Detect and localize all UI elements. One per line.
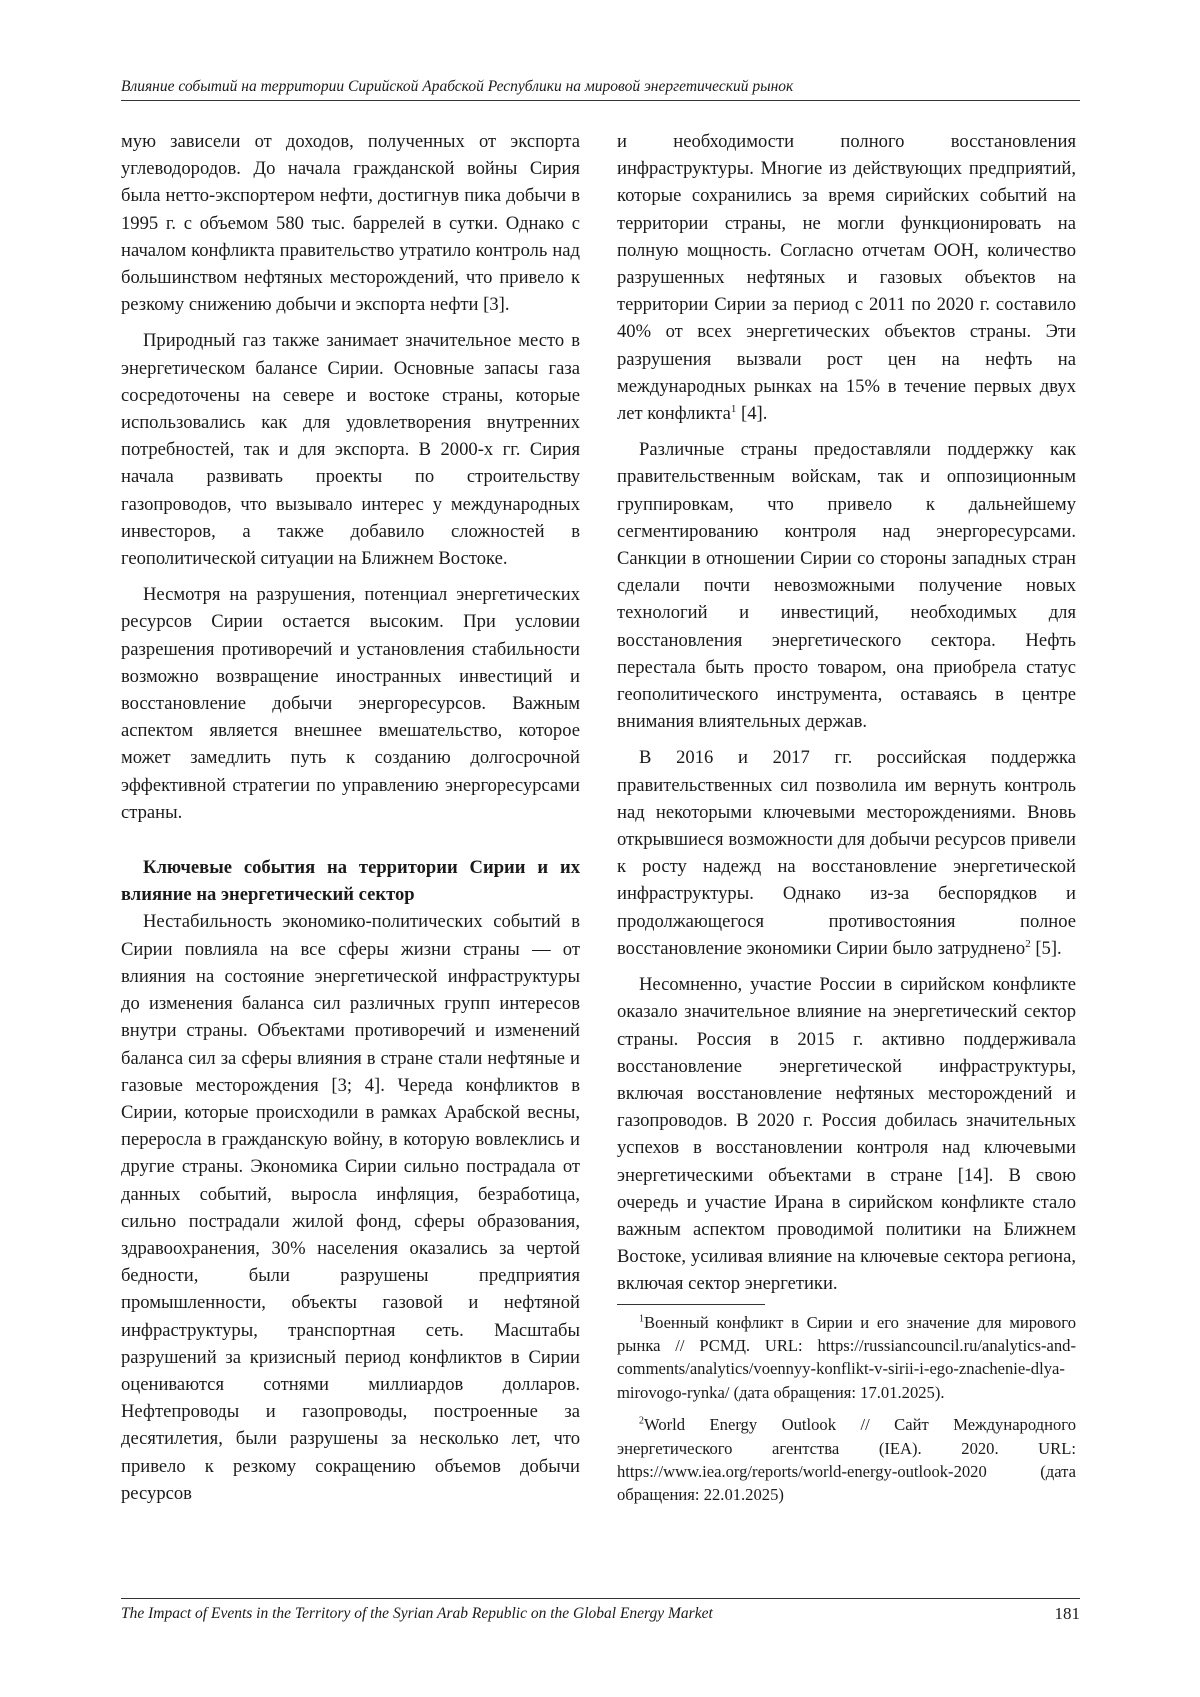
- section-heading: Ключевые события на территории Сирии и их влияние на энергетический сектор: [121, 857, 580, 906]
- paragraph: Природный газ также занимает значительное место в энергетическом балансе Сирии. Основные запасы газа сосредоточены на севере и востоке страны, которые использовались как для удовлетворения внутренних потребностей, так и для экспорта. В 2000-х гг. Сирия начала развивать проекты по строительству газопроводов, что вызывало интерес у международных инвесторов, а также добавило сложностей в геополитической ситуации на Ближнем Востоке.: [121, 330, 580, 570]
- footnote: [617, 1311, 1076, 1405]
- paragraph: Нестабильность экономико-политических событий в Сирии повлияла на все сферы жизни страны — от влияния на состояние энергетической инфраструктуры до изменения баланса сил различных групп интересов внутри страны. Объектами противоречий и изменений баланса сил за сферы влияния в стране стали нефтяные и газовые месторождения [3; 4]. Череда конфликтов в Сирии, которые происходили в рамках Арабской весны, переросла в гражданскую войну, в которую вовлеклись и другие страны. Экономика Сирии сильно пострадала от данных событий, выросла инфляция, безработица, сильно пострадали жилой фонд, сферы образования, здравоохранения, 30% населения оказались за чертой бедности, были разрушены предприятия промышленности, объекты газовой и нефтяной инфраструктуры, транспортная сеть. Масштабы разрушений за кризисный период конфликтов в Сирии оцениваются сотнями миллиардов долларов. Нефтепроводы и газопроводы, построенные за десятилетия, были разрушены за несколько лет, что привело к резкому сокращению объемов добычи ресурсов: [121, 911, 580, 1504]
- citation: [4].: [736, 403, 768, 425]
- right-column: [617, 128, 1076, 1516]
- paragraph: [617, 128, 1076, 427]
- footnote: [617, 1413, 1076, 1507]
- footnote-mark: 2: [639, 1415, 644, 1427]
- page-number: 181: [1054, 1604, 1080, 1623]
- paragraph: Несомненно, участие России в сирийском конфликте оказало значительное влияние на энергетический сектор страны. Россия в 2015 г. активно поддерживала восстановление энергетической инфраструктуры, включая восстановление нефтяных месторождений и газопроводов. В 2020 г. Россия добилась значительных успехов в восстановлении контроля над ключевыми энергетическими объектами в стране [14]. В свою очередь и участие Ирана в сирийском конфликте стало важным аспектом проводимой политики на Ближнем Востоке, усиливая влияние на ключевые сектора региона, включая сектор энергетики.: [617, 974, 1076, 1295]
- paragraph: [617, 744, 1076, 962]
- paragraph-text: В 2016 и 2017 гг. российская поддержка правительственных сил позволила им вернуть контроль над некоторыми ключевыми месторождениями. Вновь открывшиеся возможности для добычи ресурсов привели к росту надежд на восстановление энергетической инфраструктуры. Однако из-за беспорядков и продолжающегося противостояния полное восстановление экономики Сирии было затруднено: [617, 747, 1076, 959]
- footnote-separator: [617, 1304, 765, 1305]
- citation: [5].: [1030, 937, 1062, 959]
- footnote-ref-mark[interactable]: 2: [1025, 937, 1031, 950]
- footnote-ref-mark[interactable]: 1: [730, 402, 737, 415]
- footer-english-title: The Impact of Events in the Territory of the Syrian Arab Republic on the Global Energy Market: [121, 1605, 713, 1622]
- running-footer: [121, 1598, 1080, 1623]
- footnote-text: World Energy Outlook // Сайт Международного энергетического агентства (IEA). 2020. URL: https://www.iea.org/reports/world-energy-outlook-2020 (дата обращения: 22.01.2025): [617, 1415, 1076, 1505]
- left-column: [121, 128, 580, 1516]
- paragraph: мую зависели от доходов, полученных от экспорта углеводородов. До начала гражданской войны Сирия была нетто-экспортером нефти, достигнув пика добычи в 1995 г. с объемом 580 тыс. баррелей в сутки. Однако с началом конфликта правительство утратило контроль над большинством нефтяных месторождений, что привело к резкому снижению добычи и экспорта нефти [3].: [121, 131, 580, 316]
- running-header: [121, 78, 1080, 101]
- footnote-mark: 1: [639, 1313, 644, 1324]
- paragraph: Несмотря на разрушения, потенциал энергетических ресурсов Сирии остается высоким. При условии разрешения противоречий и установления стабильности возможно возвращение иностранных инвестиций и восстановление добычи энергоресурсов. Важным аспектом является внешнее вмешательство, которое может замедлить путь к созданию долгосрочной эффективной стратегии по управлению энергоресурсами страны.: [121, 584, 580, 823]
- paragraph: Различные страны предоставляли поддержку как правительственным войскам, так и оппозиционным группировкам, что привело к дальнейшему сегментированию контроля над энергоресурсами. Санкции в отношении Сирии со стороны западных стран сделали почти невозможными получение новых технологий и инвестиций, необходимых для восстановления энергетического сектора. Нефть перестала быть просто товаром, она приобрела статус геополитического инструмента, оставаясь в центре внимания влиятельных держав.: [617, 439, 1076, 733]
- footnote-text: Военный конфликт в Сирии и его значение для мирового рынка // РСМД. URL: https://russiancouncil.ru/analytics-and-comments/analytics/voennyy-konflikt-v-sirii-i-ego-znachenie-dlya-mirovogo-rynka/ (дата обращения: 17.01.2025).: [617, 1312, 1076, 1402]
- paragraph-text: и необходимости полного восстановления инфраструктуры. Многие из действующих предприятий, которые сохранились за время сирийских событий на территории страны, не могли функционировать на полную мощность. Согласно отчетам ООН, количество разрушенных нефтяных и газовых объектов на территории Сирии за период с 2011 по 2020 г. составило 40% от всех энергетических объектов страны. Эти разрушения вызвали рост цен на нефть на международных рынках на 15% в течение первых двух лет конфликта: [617, 131, 1076, 425]
- running-header-title: Влияние событий на территории Сирийской Арабской Республики на мировой энергетический рынок: [121, 78, 794, 95]
